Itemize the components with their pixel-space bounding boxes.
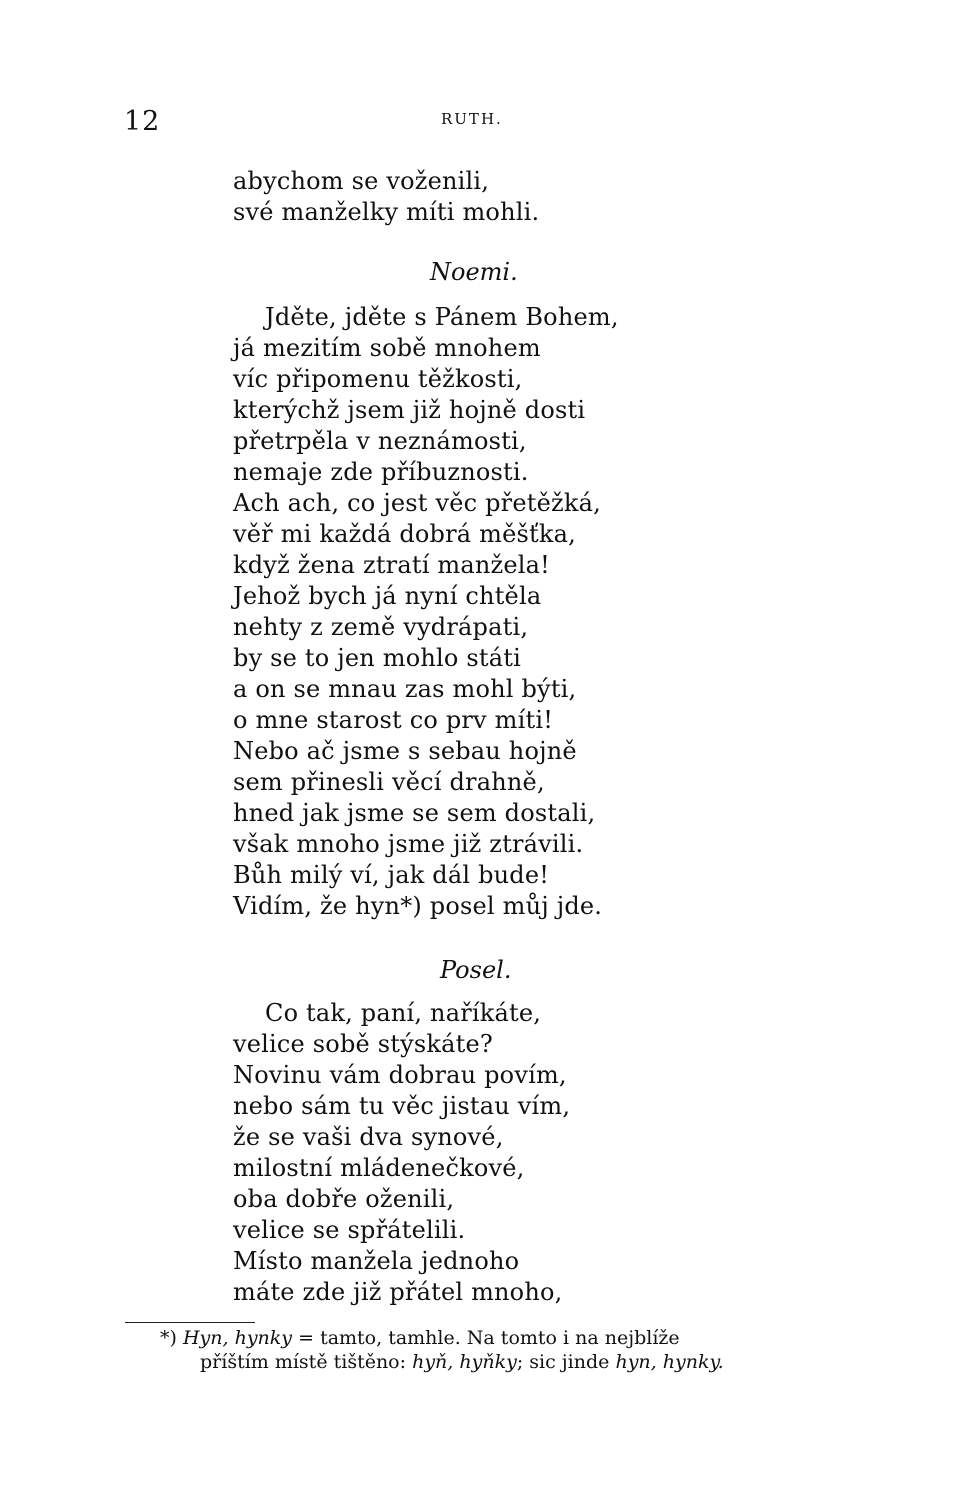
noemi-speech xyxy=(233,302,619,922)
footnote-equals: = xyxy=(298,1327,315,1349)
verse-line: Jehož bych já nyní chtěla xyxy=(233,582,542,610)
verse-line: přetrpěla v neznámosti, xyxy=(233,427,527,455)
footnote-variant: hyň, hyňky xyxy=(412,1351,517,1373)
verse-line: že se vaši dva synové, xyxy=(233,1123,504,1151)
footnote-text: sic jinde xyxy=(529,1351,610,1373)
verse-line: o mne starost co prv míti! xyxy=(233,706,554,734)
verse-line: a on se mnau zas mohl býti, xyxy=(233,675,577,703)
footnote-marker: *) xyxy=(160,1327,177,1349)
verse-line: oba dobře oženili, xyxy=(233,1185,455,1213)
verse-line: já mezitím sobě mnohem xyxy=(233,334,541,362)
page-number: 12 xyxy=(124,106,161,137)
footnote-rule xyxy=(125,1322,255,1323)
opening-stanza xyxy=(233,166,539,228)
verse-line: sem přinesli věcí drahně, xyxy=(233,768,545,796)
verse-line: abychom se voženili, xyxy=(233,167,490,195)
verse-line: věř mi každá dobrá měšťka, xyxy=(233,520,576,548)
verse-line: však mnoho jsme již ztrávili. xyxy=(233,830,584,858)
footnote-text: tamto, tamhle. Na tomto i na nejblíže xyxy=(320,1327,680,1349)
verse-line: by se to jen mohlo státi xyxy=(233,644,521,672)
verse-line: Nebo ač jsme s sebau hojně xyxy=(233,737,577,765)
speaker-noemi: Noemi. xyxy=(430,258,518,286)
verse-line: kterýchž jsem již hojně dosti xyxy=(233,396,586,424)
verse-line: Novinu vám dobrau povím, xyxy=(233,1061,567,1089)
footnote-separator: ; xyxy=(516,1351,524,1373)
verse-line: Bůh milý ví, jak dál bude! xyxy=(233,861,550,889)
verse-line: když žena ztratí manžela! xyxy=(233,551,550,579)
verse-line: hned jak jsme se sem dostali, xyxy=(233,799,596,827)
verse-line: Místo manžela jednoho xyxy=(233,1247,520,1275)
verse-line: velice sobě stýskáte? xyxy=(233,1030,493,1058)
posel-speech xyxy=(233,998,570,1308)
footnote-variant: hyn, hynky. xyxy=(615,1351,724,1373)
speaker-posel: Posel. xyxy=(440,956,512,984)
verse-line: nemaje zde příbuznosti. xyxy=(233,458,529,486)
footnote-line-2 xyxy=(160,1350,724,1374)
footnote xyxy=(160,1326,724,1374)
verse-line: Vidím, že hyn*) posel můj jde. xyxy=(233,892,603,920)
verse-line: víc připomenu těžkosti, xyxy=(233,365,523,393)
verse-line: máte zde již přátel mnoho, xyxy=(233,1278,563,1306)
running-head: RUTH. xyxy=(441,110,503,128)
verse-line: nebo sám tu věc jistau vím, xyxy=(233,1092,571,1120)
verse-line: své manželky míti mohli. xyxy=(233,198,540,226)
verse-line: Ach ach, co jest věc přetěžká, xyxy=(233,489,601,517)
footnote-line-1 xyxy=(160,1326,724,1350)
verse-line: Jděte, jděte s Pánem Bohem, xyxy=(265,303,619,331)
footnote-term: Hyn, hynky xyxy=(182,1327,293,1349)
footnote-text: příštím místě tištěno: xyxy=(200,1351,407,1373)
verse-line: velice se spřátelili. xyxy=(233,1216,466,1244)
verse-line: Co tak, paní, naříkáte, xyxy=(265,999,542,1027)
verse-line: milostní mládenečkové, xyxy=(233,1154,525,1182)
verse-line: nehty z země vydrápati, xyxy=(233,613,529,641)
